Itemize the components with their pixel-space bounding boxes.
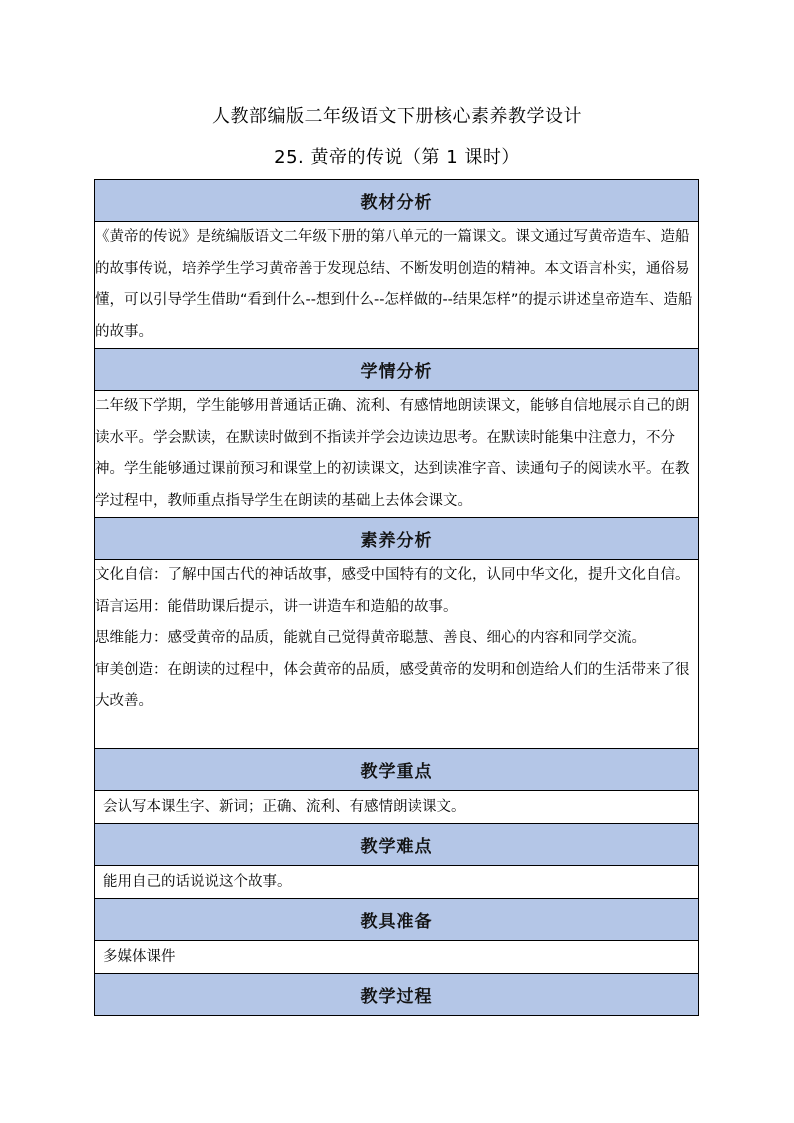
paragraph-thinking-ability: 思维能力：感受黄帝的品质，能就自己觉得黄帝聪慧、善良、细心的内容和同学交流。	[95, 630, 646, 646]
section-heading-teaching-aids: 教具准备	[95, 899, 699, 941]
section-body-competency-analysis	[95, 560, 699, 749]
section-header-row	[95, 349, 699, 391]
section-header-row	[95, 749, 699, 791]
paragraph: 多媒体课件	[103, 949, 176, 965]
section-body-teaching-aids	[95, 941, 699, 974]
paragraph-aesthetic-creation: 审美创造：在朗读的过程中，体会黄帝的品质，感受黄帝的发明和创造给人们的生活带来了很大改善。	[95, 661, 690, 709]
section-heading-textbook-analysis: 教材分析	[95, 180, 699, 222]
section-header-row	[95, 518, 699, 560]
section-body-difficulties	[95, 866, 699, 899]
section-body-row	[95, 866, 699, 899]
lesson-title: 25. 黄帝的传说（第 1 课时）	[274, 147, 520, 168]
section-body-student-analysis	[95, 391, 699, 518]
section-body-textbook-analysis	[95, 222, 699, 349]
lesson-plan-table	[94, 179, 699, 1016]
paragraph: 《黄帝的传说》是统编版语文二年级下册的第八单元的一篇课文。课文通过写黄帝造车、造船的故事传说，培养学生学习黄帝善于发现总结、不断发明创造的精神。本文语言朴实，通俗易懂，可以引导学生借助“看到什么--想到什么--怎样做的--结果怎样”的提示讲述皇帝造车、造船的故事。	[95, 229, 693, 340]
section-heading-teaching-process: 教学过程	[95, 974, 699, 1016]
paragraph: 会认写本课生字、新词；正确、流利、有感情朗读课文。	[103, 799, 466, 815]
section-body-key-points	[95, 791, 699, 824]
section-header-row	[95, 824, 699, 866]
paragraph-language-use: 语言运用：能借助课后提示，讲一讲造车和造船的故事。	[95, 598, 458, 615]
section-heading-student-analysis: 学情分析	[95, 349, 699, 391]
section-header-row	[95, 974, 699, 1016]
section-body-row	[95, 391, 699, 518]
paragraph: 二年级下学期，学生能够用普通话正确、流利、有感情地朗读课文，能够自信地展示自己的朗读水平。学会默读，在默读时做到不指读并学会边读边思考。在默读时能集中注意力，不分神。学生能够通过课前预习和课堂上的初读课文，达到读准字音、读通句子的阅读水平。在教学过程中，教师重点指导学生在朗读的基础上去体会课文。	[95, 398, 690, 509]
paragraph-cultural-confidence: 文化自信：了解中国古代的神话故事，感受中国特有的文化，认同中华文化，提升文化自信。	[95, 567, 690, 583]
section-heading-key-points: 教学重点	[95, 749, 699, 791]
section-header-row	[95, 180, 699, 222]
section-body-row	[95, 791, 699, 824]
section-header-row	[95, 899, 699, 941]
section-body-row	[95, 941, 699, 974]
section-heading-competency-analysis: 素养分析	[95, 518, 699, 560]
section-body-row	[95, 560, 699, 749]
section-heading-difficulties: 教学难点	[95, 824, 699, 866]
document-title: 人教部编版二年级语文下册核心素养教学设计	[212, 106, 582, 127]
paragraph: 能用自己的话说说这个故事。	[103, 874, 292, 890]
section-body-row	[95, 222, 699, 349]
